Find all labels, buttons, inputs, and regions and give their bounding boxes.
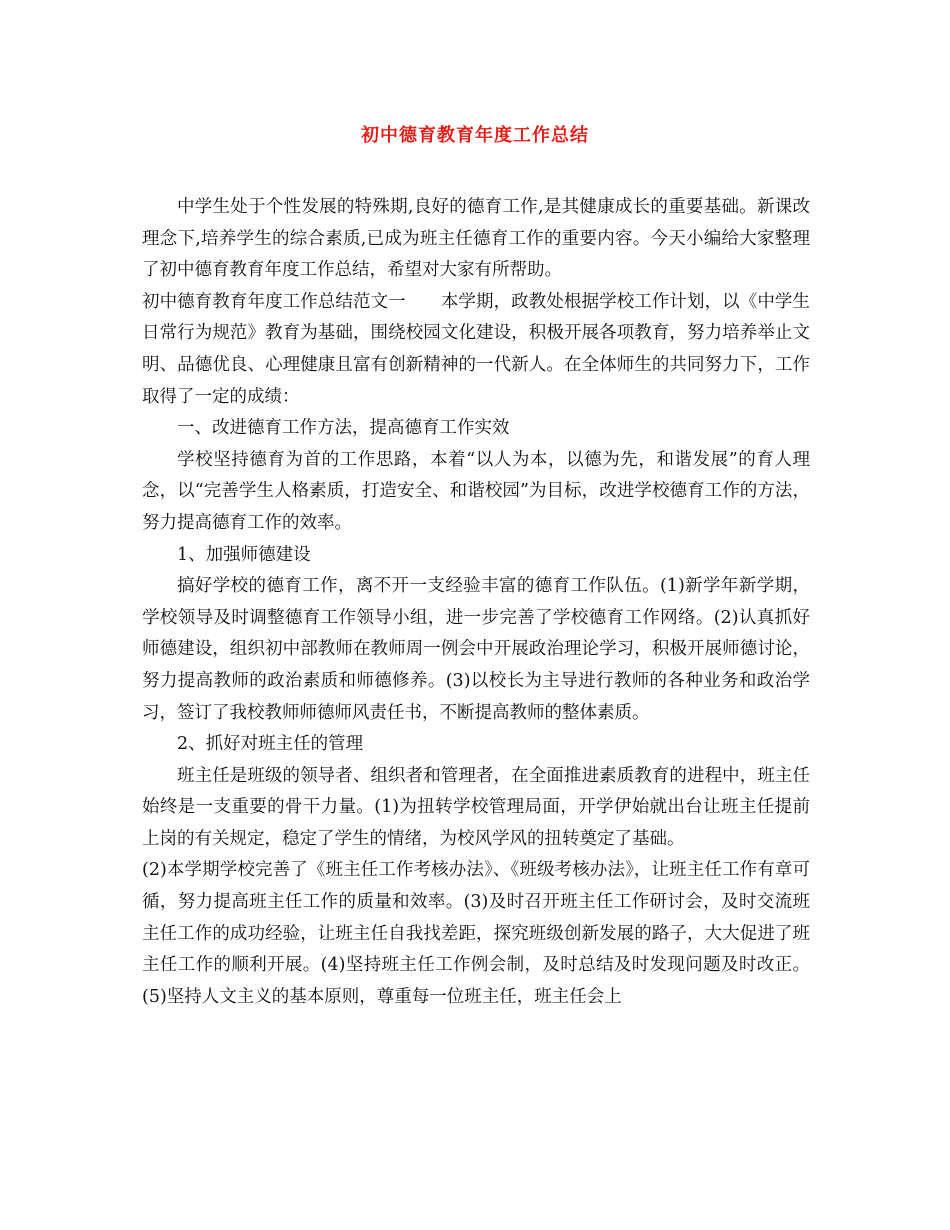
document-title: 初中德育教育年度工作总结 [361, 125, 589, 146]
intro-paragraph: 中学生处于个性发展的特殊期,良好的德育工作,是其健康成长的重要基础。新课改理念下,培养学生的综合素质,已成为班主任德育工作的重要内容。今天小编给大家整理了初中德育教育年度工作总结，希望对大家有所帮助。 [142, 197, 810, 281]
sample-text: 本学期，政教处根据学校工作计划，以《中学生日常行为规范》教育为基础，围绕校园文化建设，积极开展各项教育，努力培养举止文明、品德优良、心理健康且富有创新精神的一代新人。在全体师生的共同努力下，工作取得了一定的成绩： [142, 291, 810, 407]
item-heading: 2、抓好对班主任的管理 [177, 734, 364, 755]
document-body [142, 192, 810, 1013]
item-paragraph-continued: (2)本学期学校完善了《班主任工作考核办法》、《班级考核办法》，让班主任工作有章可循，努力提高班主任工作的质量和效率。(3)及时召开班主任工作研讨会，及时交流班主任工作的成功经验，让班主任自我找差距，探究班级创新发展的路子，大大促进了班主任工作的顺利开展。(4)坚持班主任工作例会制，及时总结及时发现问题及时改正。(5)坚持人文主义的基本原则，尊重每一位班主任，班主任会上 [142, 860, 810, 1007]
section-paragraph: 学校坚持德育为首的工作思路，本着“以人为本，以德为先，和谐发展”的育人理念，以“完善学生人格素质，打造安全、和谐校园”为目标，改进学校德育工作的方法，努力提高德育工作的效率。 [142, 449, 810, 533]
sample-label: 初中德育教育年度工作总结范文一 [142, 291, 406, 312]
item-paragraph: 班主任是班级的领导者、组织者和管理者，在全面推进素质教育的进程中，班主任始终是一支重要的骨干力量。(1)为扭转学校管理局面，开学伊始就出台让班主任提前上岗的有关规定，稳定了学生的情绪，为校风学风的扭转奠定了基础。 [142, 765, 810, 849]
item-paragraph: 搞好学校的德育工作，离不开一支经验丰富的德育工作队伍。(1)新学年新学期，学校领导及时调整德育工作领导小组，进一步完善了学校德育工作网络。(2)认真抓好师德建设，组织初中部教师在教师周一例会中开展政治理论学习，积极开展师德讨论，努力提高教师的政治素质和师德修养。(3)以校长为主导进行教师的各种业务和政治学习，签订了我校教师师德师风责任书，不断提高教师的整体素质。 [142, 576, 810, 723]
sample-paragraph [142, 287, 810, 413]
item-heading: 1、加强师德建设 [177, 544, 311, 565]
section-heading: 一、改进德育工作方法，提高德育工作实效 [177, 418, 510, 439]
